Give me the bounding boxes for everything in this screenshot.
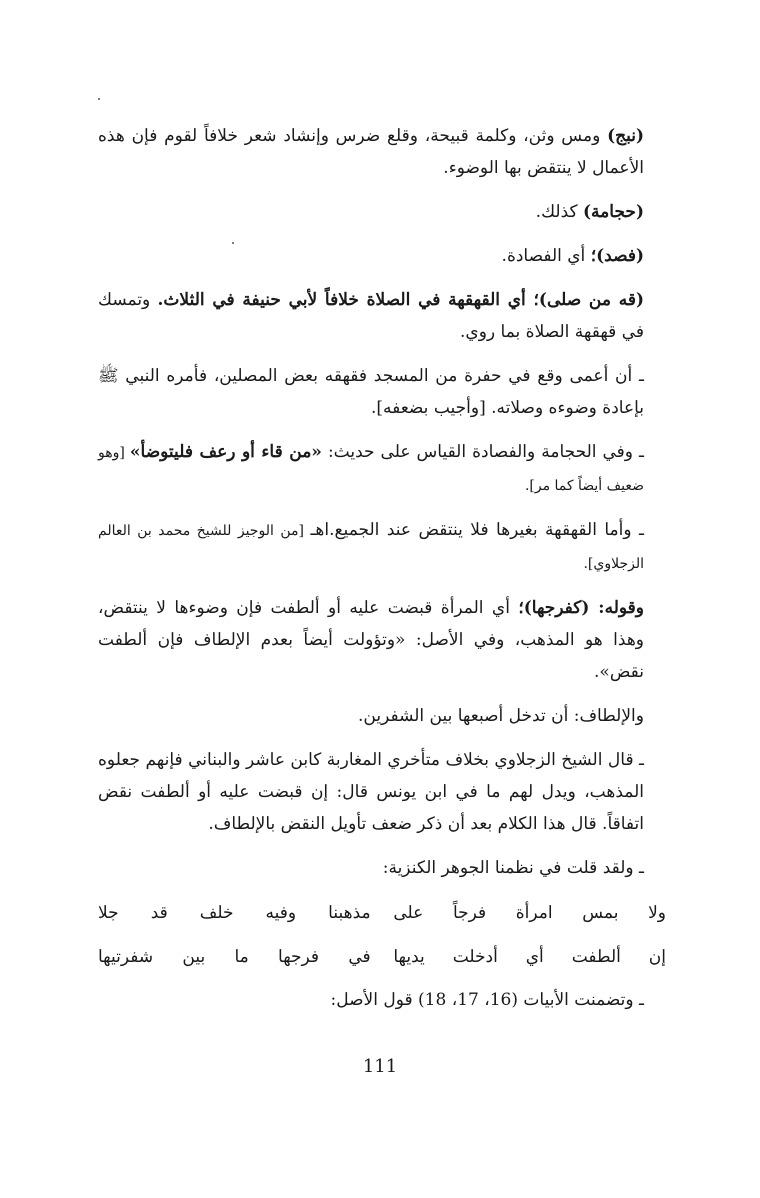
- paragraph-text: ـ ولقد قلت في نظمنا الجوهر الكنزية:: [382, 858, 644, 878]
- paragraph-1: [98, 120, 666, 184]
- paragraph-text: ـ قال الشيخ الزجلاوي بخلاف متأخري المغاربة كابن عاشر والبناني فإنهم جعلوه المذهب، ويدل لهم ما في ابن يونس قال: إن قبضت عليه أو ألطفت نقض اتفاقاً. قال هذا الكلام بعد أن ذكر ضعف تأويل النقض بالإلطاف.: [98, 750, 644, 834]
- page-body: [98, 120, 666, 1028]
- term: (قه من صلى)؛: [533, 290, 645, 310]
- verse-line-2: [98, 940, 666, 974]
- paragraph-text: ومس وثن، وكلمة قبيحة، وقلع ضرس وإنشاد شعر خلافاً لقوم فإن هذه الأعمال لا ينتقض بها الوضوء.: [98, 126, 644, 178]
- paragraph-5: [98, 360, 666, 424]
- paragraph-3: [98, 240, 666, 272]
- paragraph-text: ـ وتضمنت الأبيات (16، 17، 18) قول الأصل:: [330, 990, 644, 1010]
- verse-first-hemistich: ولا بمس امرأة فرجاً على: [393, 903, 666, 923]
- paragraph-11: [98, 852, 666, 884]
- term: وقوله: (كفرجها)؛: [518, 598, 644, 618]
- paragraph-6: [98, 436, 666, 502]
- paragraph-text: أي القهقهة في الصلاة خلافاً لأبي حنيفة في الثلاث.: [157, 290, 534, 310]
- paragraph-9: [98, 700, 666, 732]
- verse-second-hemistich: في فرجها ما بين شفرتيها: [98, 947, 371, 967]
- paragraph-text: والإلطاف: أن تدخل أصبعها بين الشفرين.: [358, 706, 644, 726]
- verse-second-hemistich: مذهبنا وفيه خلف قد جلا: [98, 903, 371, 923]
- page-number: 111: [362, 1056, 398, 1077]
- paragraph-text: أي الفصادة.: [501, 246, 591, 266]
- paragraph-text: ـ وفي الحجامة والفصادة القياس على حديث:: [321, 442, 644, 462]
- speck: [98, 98, 100, 100]
- paragraph-text: ـ وأما القهقهة بغيرها فلا ينتقض عند الجميع.اهـ: [310, 520, 644, 540]
- paragraph-7: [98, 514, 666, 580]
- verse-line-1: [98, 896, 666, 930]
- paragraph-tail: وتمسك في قهقهة الصلاة بما روي.: [98, 290, 644, 342]
- term: (فصد)؛: [590, 246, 644, 266]
- paragraph-8: [98, 592, 666, 688]
- term: (حجامة): [583, 202, 644, 222]
- hadith-quote: «من قاء أو رعف فليتوضأ»: [129, 442, 322, 462]
- closing-paragraph: [98, 984, 666, 1016]
- bracket-note: [من الوجيز للشيخ محمد بن العالم الزجلاوي].: [98, 523, 644, 572]
- paragraph-text: أي المرأة قبضت عليه أو ألطفت فإن وضوءها لا ينتقض، وهذا هو المذهب، وفي الأصل: «وتؤولت أيضاً بعدم الإلطاف فإن ألطفت نقض».: [98, 598, 644, 682]
- paragraph-2: [98, 196, 666, 228]
- paragraph-4: [98, 284, 666, 348]
- bracket-note: [وهو ضعيف أيضاً كما مر].: [98, 445, 644, 494]
- verse-first-hemistich: إن ألطفت أي أدخلت يديها: [393, 947, 666, 967]
- term: (نبج): [607, 126, 644, 146]
- paragraph-text: كذلك.: [535, 202, 584, 222]
- paragraph-10: [98, 744, 666, 840]
- paragraph-text: ـ أن أعمى وقع في حفرة من المسجد فقهقه بعض المصلين، فأمره النبي ﷺ بإعادة وضوءه وصلاته. [وأجيب بضعفه].: [98, 366, 644, 418]
